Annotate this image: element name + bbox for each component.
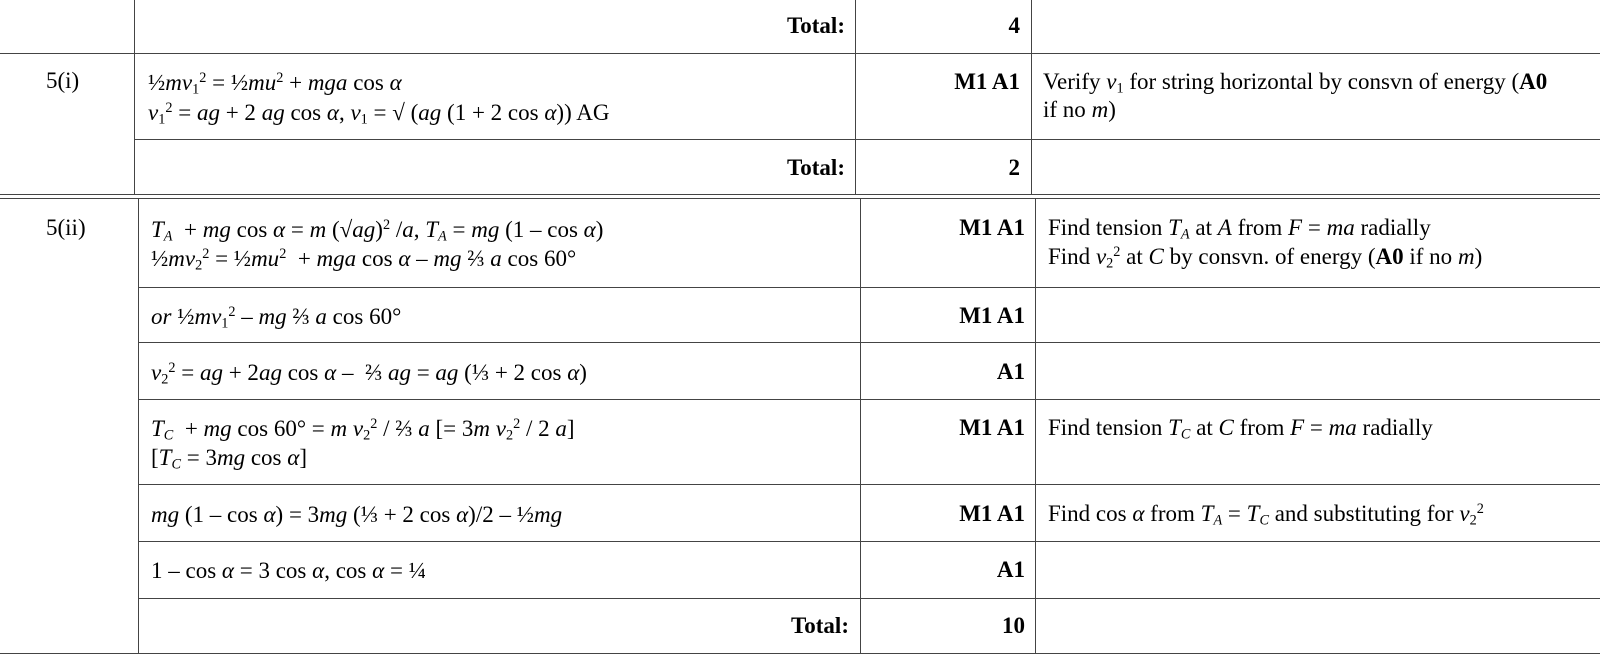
- row-rule-4: [138, 342, 1600, 343]
- q5ii-row5-equation: mg (1 – cos α) = 3mg (⅓ + 2 cos α)/2 – ½mg: [151, 502, 563, 527]
- row-rule-2: [134, 139, 1600, 140]
- q5ii-row3-equation: $v_2^2$ = ag + 2ag cos α – ⅔ ag = ag (⅓ + 2 cos α): [151, 360, 587, 388]
- q5ii-row2-marks: M1 A1: [959, 303, 1025, 328]
- col-divider-2-bottom: [860, 198, 861, 654]
- question-label-5i: 5(i): [46, 68, 80, 93]
- col-divider-1-bottom: [138, 198, 139, 654]
- total-marks-5ii: 10: [1002, 613, 1025, 638]
- total-marks-top: 4: [1008, 13, 1020, 38]
- col-divider-3-top: [1031, 0, 1032, 195]
- q5ii-row1-comment-1: Find tension $T_A$ at A from F = ma radially: [1048, 215, 1431, 243]
- q5i-equation-1: $\frac{1}{2}mv_1^2$ = $\frac{1}{2}mu^2$ + mga cos α: [148, 70, 402, 98]
- col-divider-3-bottom: [1035, 198, 1036, 654]
- q5ii-row6-equation: 1 – cos α = 3 cos α, cos α = ¼: [151, 558, 426, 583]
- q5ii-row2-equation: or $\frac{1}{2}mv_1^2$ – mg ⅔ a cos 60°: [151, 304, 402, 332]
- col-divider-2-top: [855, 0, 856, 195]
- q5ii-row1-equation-1: $T_A$ + mg cos α = m $(√ag)^2$ /a, $T_A$ = mg (1 – cos α): [151, 217, 604, 245]
- row-rule-bottom: [0, 653, 1600, 654]
- q5ii-row4-equation-1: $T_C$ + mg cos 60° = m $v_2^2$ / ⅔ a [= 3m $v_2^2 / 2$ a]: [151, 416, 575, 444]
- q5ii-row1-comment-2: Find $v_2^2$ at C by consvn. of energy (A0 if no m): [1048, 244, 1483, 272]
- q5i-comment-line-1: Verify $v_1$ for string horizontal by consvn of energy (A0: [1043, 69, 1548, 97]
- total-label-5ii: Total:: [791, 613, 849, 638]
- double-rule-a: [0, 194, 1600, 195]
- q5ii-row4-comment: Find tension $T_C$ at C from F = ma radially: [1048, 415, 1433, 443]
- q5ii-row5-marks: M1 A1: [959, 501, 1025, 526]
- q5ii-row5-comment: Find cos α from $T_A = T_C$ and substituting for $v_2^2$: [1048, 501, 1484, 529]
- total-label-5i: Total:: [787, 155, 845, 180]
- row-rule-6: [138, 484, 1600, 485]
- q5ii-row1-equation-2: $\frac{1}{2}mv_2^2$ = $\frac{1}{2}mu^2$ + mga cos α – mg ⅔ a cos 60°: [151, 246, 577, 274]
- row-rule-1: [0, 53, 1600, 54]
- q5ii-row3-marks: A1: [996, 359, 1025, 384]
- q5ii-row6-marks: A1: [996, 557, 1025, 582]
- row-rule-7: [138, 541, 1600, 542]
- double-rule-b: [0, 198, 1600, 199]
- q5ii-row1-marks: M1 A1: [959, 215, 1025, 240]
- total-marks-5i: 2: [1008, 155, 1020, 180]
- col-divider-1-top: [134, 0, 135, 195]
- total-label-top: Total:: [787, 13, 845, 38]
- row-rule-8: [138, 598, 1600, 599]
- row-rule-5: [138, 399, 1600, 400]
- q5i-equation-2: $v_1^2$ = ag + 2 ag cos α, $v_1$ = √ (ag (1 + 2 cos α)) AG: [148, 100, 610, 128]
- q5i-comment-line-2: if no m): [1043, 97, 1116, 122]
- q5ii-row4-marks: M1 A1: [959, 415, 1025, 440]
- row-rule-3: [138, 287, 1600, 288]
- q5i-marks: M1 A1: [954, 69, 1020, 94]
- q5ii-row4-equation-2: [$T_C = 3mg$ cos α]: [151, 445, 308, 473]
- question-label-5ii: 5(ii): [46, 215, 86, 240]
